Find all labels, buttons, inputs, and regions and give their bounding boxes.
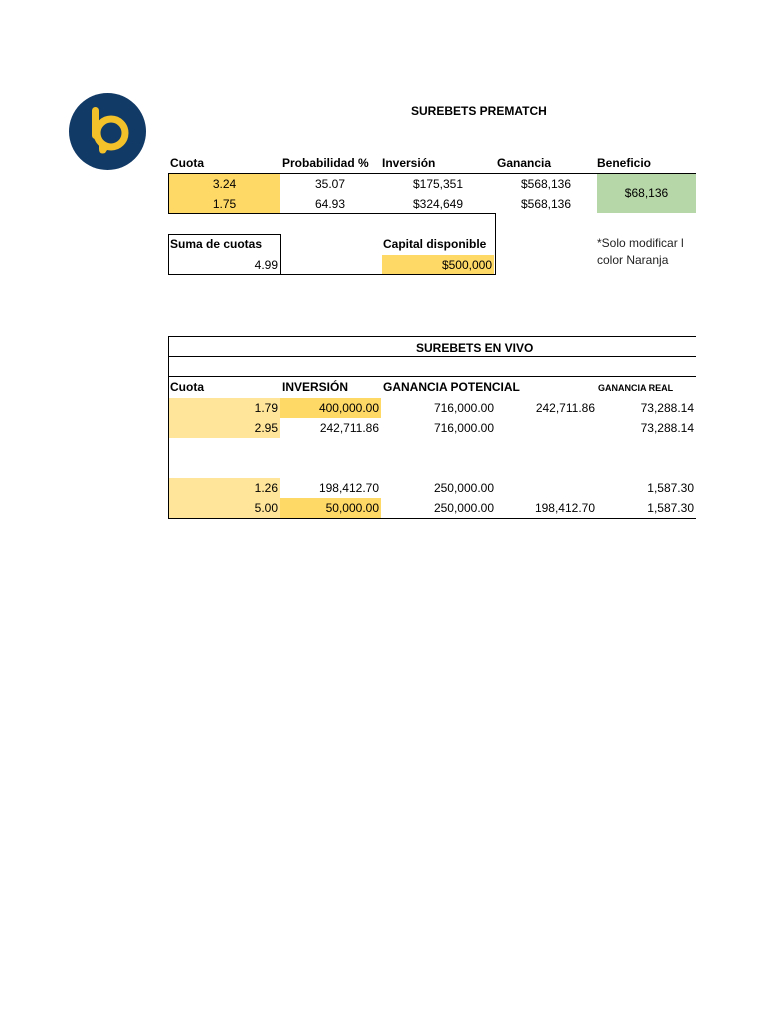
prematch-border: [168, 173, 696, 174]
vivo-title: SUREBETS EN VIVO: [416, 341, 534, 355]
prematch-header-inversion: Inversión: [382, 156, 436, 170]
vivo-inversion-input[interactable]: 50,000.00: [280, 498, 381, 518]
vivo-cuota-input[interactable]: 5.00: [169, 498, 280, 518]
prematch-cuota-input[interactable]: 3.24: [169, 174, 280, 194]
prematch-probabilidad-value: 35.07: [314, 177, 346, 191]
vivo-border: [168, 356, 696, 357]
vivo-cuota-input[interactable]: 2.95: [169, 418, 280, 438]
vivo-inversion-value: 242,711.86: [319, 421, 379, 435]
vivo-inversion-input[interactable]: 400,000.00: [280, 398, 381, 418]
prematch-cuota-input[interactable]: 1.75: [169, 194, 280, 214]
vivo-potencial-value: 250,000.00: [433, 481, 494, 495]
prematch-border: [168, 234, 281, 235]
prematch-border: [168, 274, 496, 275]
prematch-inversion-value: $324,649: [412, 197, 464, 211]
vivo-potencial-value: 716,000.00: [433, 421, 494, 435]
vivo-real-value: 1,587.30: [647, 501, 694, 515]
vivo-inversion-value: 198,412.70: [318, 481, 379, 495]
suma-cuotas-label: Suma de cuotas: [170, 237, 263, 251]
suma-cuotas-value: 4.99: [254, 258, 278, 272]
prematch-probabilidad-value: 64.93: [314, 197, 346, 211]
prematch-border: [495, 213, 496, 275]
vivo-header-inversion: INVERSIÓN: [282, 380, 349, 394]
vivo-extra-value: 242,711.86: [535, 401, 595, 415]
prematch-header-ganancia: Ganancia: [497, 156, 552, 170]
vivo-real-value: 73,288.14: [640, 421, 694, 435]
vivo-border: [168, 336, 696, 337]
prematch-header-cuota: Cuota: [170, 156, 204, 170]
prematch-beneficio-value: $68,136: [597, 174, 696, 213]
vivo-cuota-input[interactable]: 1.26: [169, 478, 280, 498]
vivo-potencial-value: 716,000.00: [433, 401, 494, 415]
vivo-real-value: 1,587.30: [647, 481, 694, 495]
prematch-header-probabilidad: Probabilidad %: [282, 156, 369, 170]
prematch-ganancia-value: $568,136: [520, 177, 572, 191]
prematch-inversion-value: $175,351: [412, 177, 464, 191]
prematch-ganancia-value: $568,136: [520, 197, 572, 211]
vivo-header-cuota: Cuota: [170, 380, 204, 394]
prematch-border: [168, 213, 496, 214]
prematch-border: [168, 173, 169, 214]
vivo-border: [168, 518, 696, 519]
vivo-cuota-input[interactable]: 1.79: [169, 398, 280, 418]
capital-disponible-label: Capital disponible: [383, 237, 487, 251]
brand-logo-icon: [69, 93, 146, 170]
vivo-real-value: 73,288.14: [640, 401, 694, 415]
capital-disponible-input[interactable]: $500,000: [382, 255, 494, 275]
vivo-header-ganancia-real: GANANCIA REAL: [598, 383, 674, 393]
prematch-title: SUREBETS PREMATCH: [411, 104, 547, 118]
note-line-1: *Solo modificar l: [597, 236, 684, 250]
vivo-extra-value: [496, 478, 597, 498]
brand-logo: [69, 93, 146, 170]
prematch-border: [280, 234, 281, 275]
vivo-potencial-value: 250,000.00: [433, 501, 494, 515]
note-line-2: color Naranja: [597, 253, 669, 267]
vivo-extra-value: 198,412.70: [534, 501, 595, 515]
prematch-border: [168, 234, 169, 275]
vivo-header-ganancia-potencial: GANANCIA POTENCIAL: [383, 380, 520, 394]
prematch-header-beneficio: Beneficio: [597, 156, 652, 170]
vivo-extra-value: [496, 418, 597, 438]
